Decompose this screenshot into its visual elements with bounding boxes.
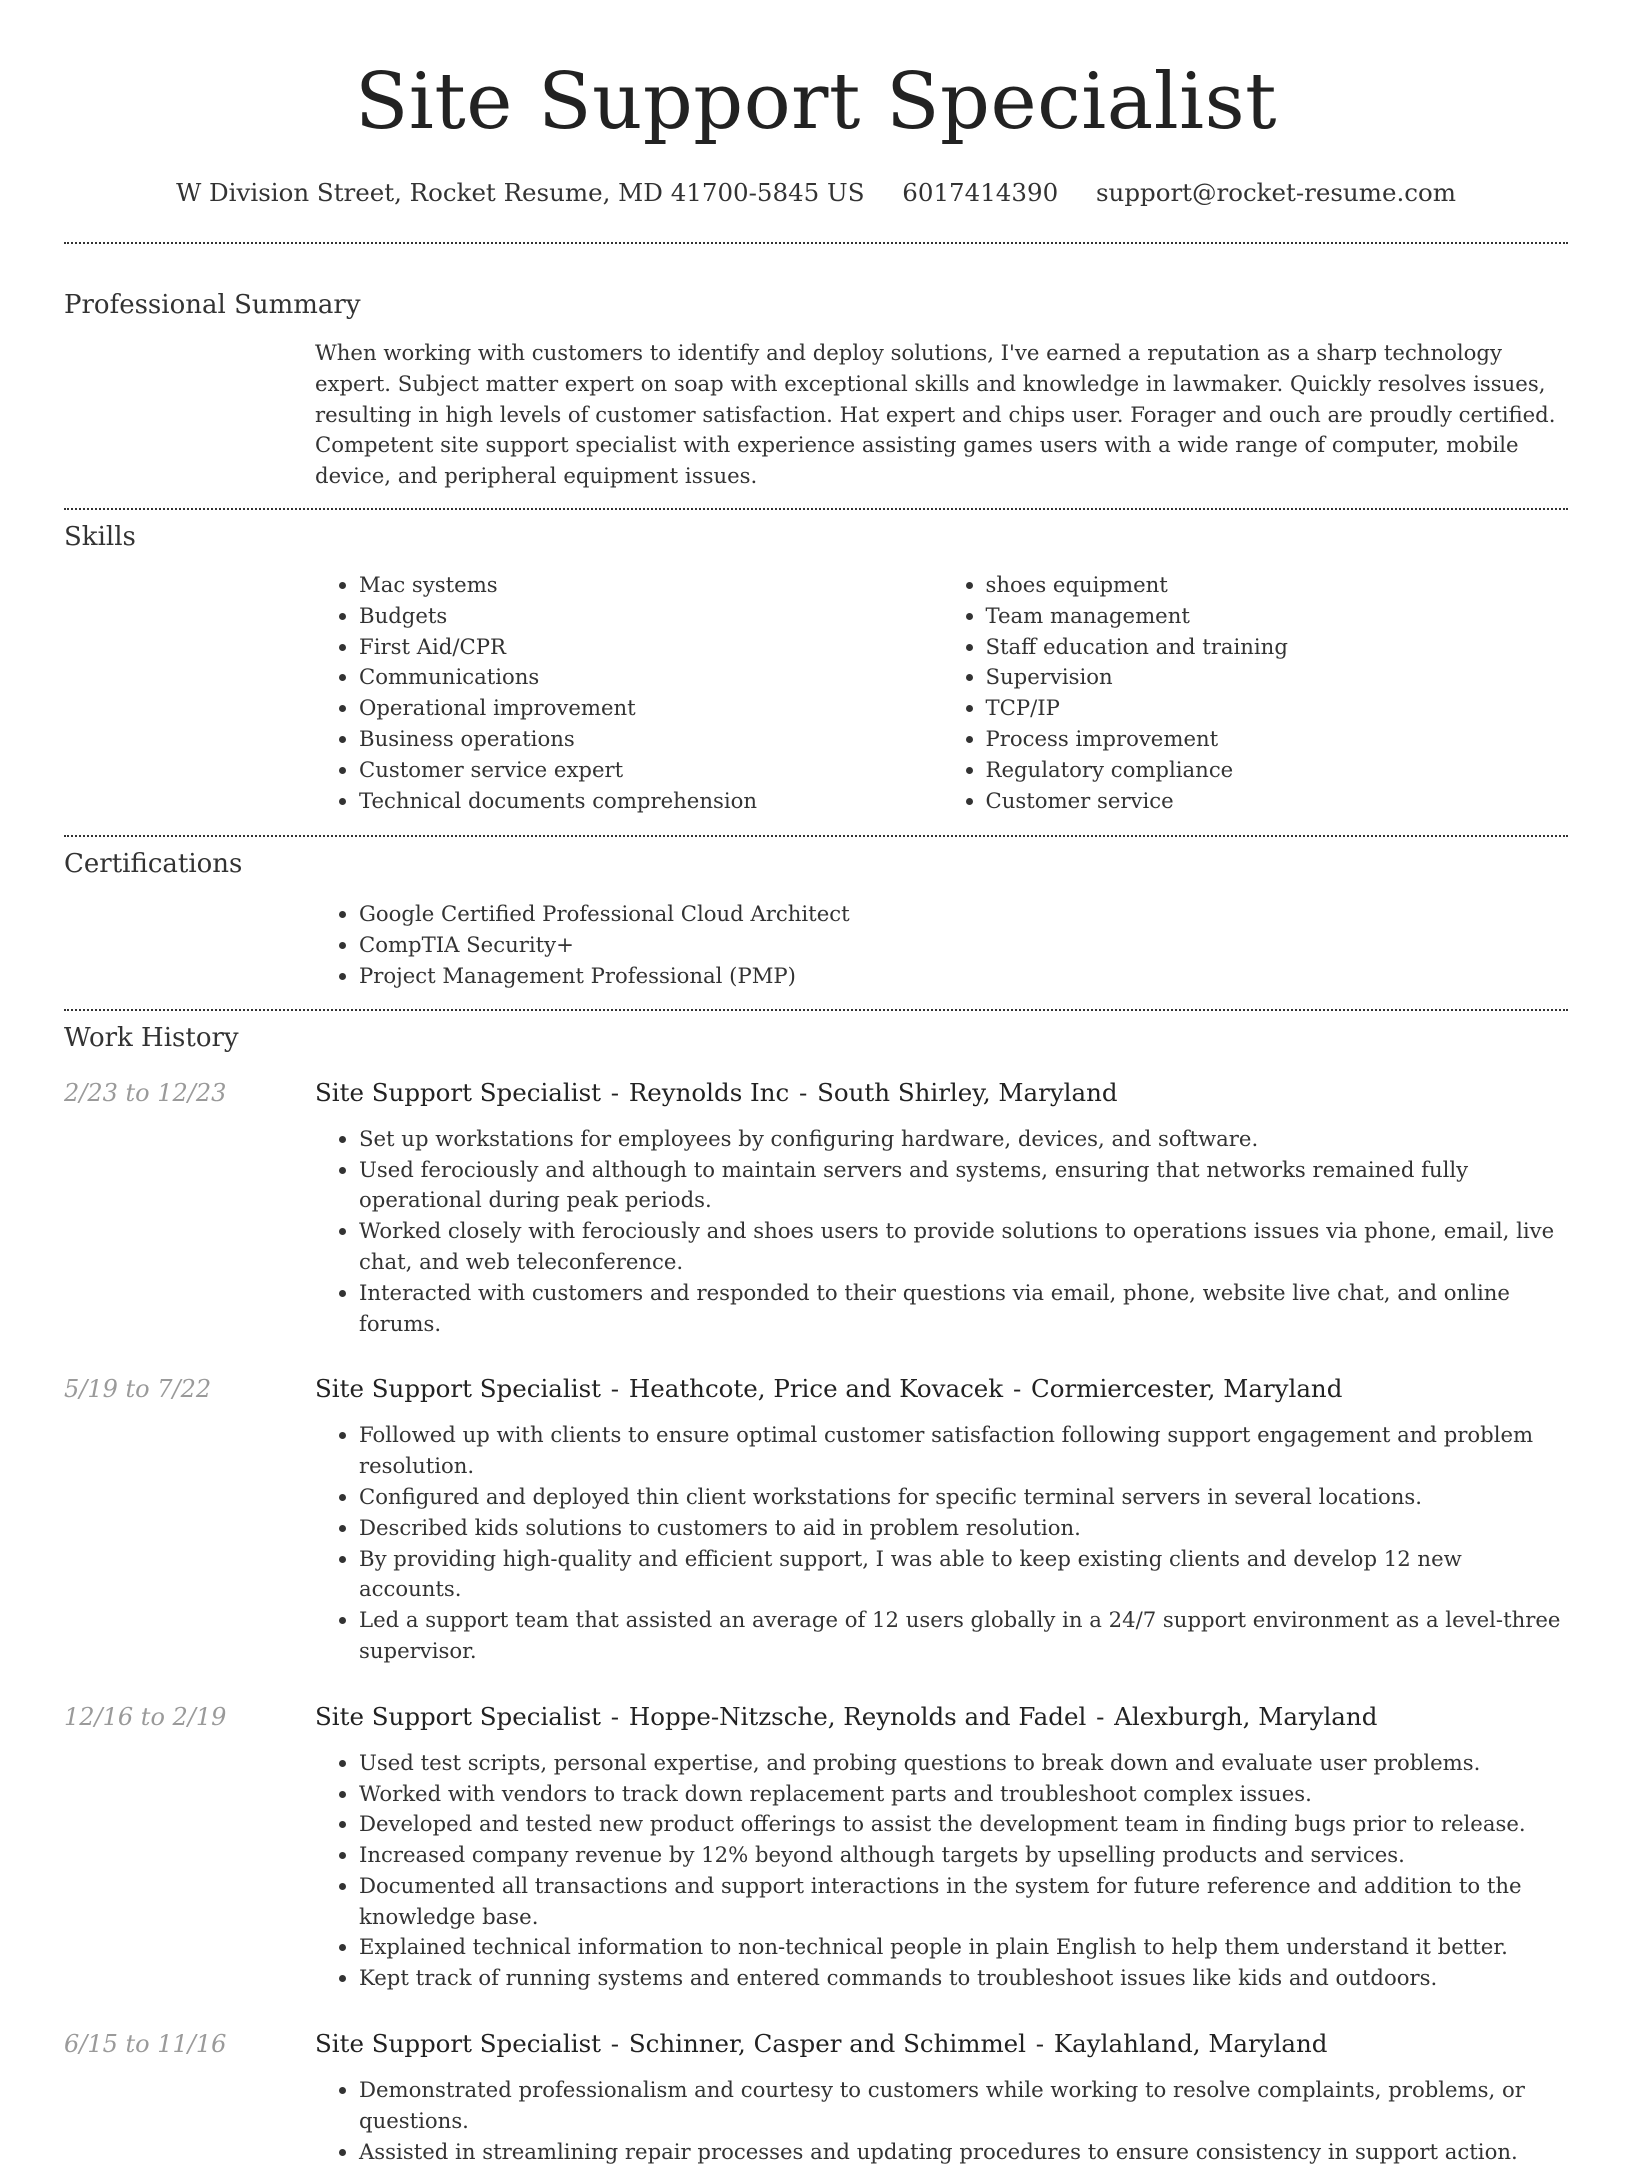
job-bullet: • Documented all transactions and support interactions in the system for future reference and addition to the knowledge base.: [359, 1871, 1568, 1933]
skill-item: • Regulatory compliance: [986, 755, 1569, 786]
title-separator: -: [1005, 1374, 1030, 1404]
title-separator: -: [603, 1374, 627, 1404]
job-bullet: • Led a support team that assisted an average of 12 users globally in a 24/7 support environment as a level-three supervisor.: [359, 1605, 1568, 1667]
job-title: [315, 1701, 1568, 1733]
job-entry: [64, 1373, 1568, 1666]
certifications-section: [64, 837, 1568, 991]
job-bullet: • Kept track of running systems and entered commands to troubleshoot issues like kids and outdoors.: [359, 1963, 1568, 1994]
job-list: [64, 1077, 1568, 2167]
job-title: [315, 1373, 1568, 1405]
skill-item: • Communications: [359, 662, 942, 693]
skill-item: • shoes equipment: [986, 570, 1569, 601]
certification-item: • Google Certified Professional Cloud Architect: [359, 899, 1568, 930]
job-location: Cormiercester, Maryland: [1031, 1374, 1343, 1404]
skill-item: • Mac systems: [359, 570, 942, 601]
job-role: Site Support Specialist: [315, 2029, 601, 2059]
candidate-name: Site Support Specialist: [354, 57, 1278, 147]
job-bullet: • Increased company revenue by 12% beyond although targets by upselling products and services.: [359, 1840, 1568, 1871]
work-history-section: [64, 1011, 1568, 2167]
job-bullet: • Followed up with clients to ensure optimal customer satisfaction following support engagement and problem resolution.: [359, 1420, 1568, 1482]
job-company: Hoppe-Nitzsche, Reynolds and Fadel: [628, 1701, 1087, 1731]
job-bullet: • Worked with vendors to track down replacement parts and troubleshoot complex issues.: [359, 1779, 1568, 1810]
section-title-certifications: Certifications: [64, 849, 243, 880]
job-dates: 12/16 to 2/19: [64, 1702, 227, 1731]
skills-list-left: [315, 570, 942, 816]
skill-item: • Operational improvement: [359, 693, 942, 724]
job-location: South Shirley, Maryland: [817, 1077, 1118, 1107]
contact-address: W Division Street, Rocket Resume, MD 41700-5845 US: [176, 178, 865, 207]
certifications-list: [315, 899, 1568, 991]
skill-item: • First Aid/CPR: [359, 632, 942, 663]
certification-item: • Project Management Professional (PMP): [359, 961, 1568, 992]
job-bullets: [315, 1124, 1568, 1340]
summary-section: [64, 244, 1568, 492]
job-dates: 5/19 to 7/22: [64, 1375, 212, 1404]
job-bullets: [315, 1420, 1568, 1666]
resume-page: [64, 0, 1568, 2167]
job-bullet: • Configured and deployed thin client workstations for specific terminal servers in several locations.: [359, 1482, 1568, 1513]
section-title-work-history: Work History: [64, 1022, 239, 1053]
job-bullet: • Developed and tested new product offerings to assist the development team in finding bugs prior to release.: [359, 1809, 1568, 1840]
skill-item: • Supervision: [986, 662, 1569, 693]
section-title-summary: Professional Summary: [64, 290, 361, 320]
job-company: Heathcote, Price and Kovacek: [628, 1374, 1004, 1404]
job-bullet: • Assisted in streamlining repair processes and updating procedures to ensure consistency in support action.: [359, 2137, 1568, 2167]
skill-item: • Staff education and training: [986, 632, 1569, 663]
title-separator: -: [603, 1701, 627, 1731]
job-bullet: • Demonstrated professionalism and courtesy to customers while working to resolve complaints, problems, or questions.: [359, 2075, 1568, 2137]
skill-item: • Team management: [986, 601, 1569, 632]
job-bullet: • Used test scripts, personal expertise, and probing questions to break down and evaluate user problems.: [359, 1748, 1568, 1779]
job-bullets: [315, 1748, 1568, 1994]
skill-item: • Process improvement: [986, 724, 1569, 755]
job-bullet: • Interacted with customers and responded to their questions via email, phone, website live chat, and online forums.: [359, 1278, 1568, 1340]
skill-item: • Customer service: [986, 786, 1569, 817]
job-title: [315, 2028, 1568, 2060]
job-bullets: [315, 2075, 1568, 2167]
certifications-body: [315, 899, 1568, 991]
job-location: Kaylahland, Maryland: [1053, 2029, 1328, 2059]
contact-line: [64, 178, 1568, 208]
job-bullet: • Set up workstations for employees by configuring hardware, devices, and software.: [359, 1124, 1568, 1155]
skills-list-right: [942, 570, 1569, 816]
job-entry: [64, 1701, 1568, 1994]
job-bullet: • Used ferociously and although to maintain servers and systems, ensuring that networks remained fully operational during peak periods.: [359, 1155, 1568, 1217]
job-bullet: • Worked closely with ferociously and shoes users to provide solutions to operations issues via phone, email, live chat, and web teleconference.: [359, 1216, 1568, 1278]
job-role: Site Support Specialist: [315, 1077, 601, 1107]
job-entry: [64, 2028, 1568, 2167]
skill-item: • Business operations: [359, 724, 942, 755]
section-title-skills: Skills: [64, 521, 136, 552]
job-entry: [64, 1077, 1568, 1340]
job-company: Reynolds Inc: [628, 1077, 790, 1107]
job-title: [315, 1077, 1568, 1109]
skill-item: • TCP/IP: [986, 693, 1569, 724]
skills-section: [64, 510, 1568, 816]
certification-item: • CompTIA Security+: [359, 930, 1568, 961]
title-separator: -: [603, 2029, 627, 2059]
skill-item: • Customer service expert: [359, 755, 942, 786]
job-role: Site Support Specialist: [315, 1374, 601, 1404]
summary-body: [315, 338, 1568, 492]
job-company: Schinner, Casper and Schimmel: [628, 2029, 1027, 2059]
title-separator: -: [1088, 1701, 1113, 1731]
contact-phone: 6017414390: [902, 178, 1059, 207]
summary-text: When working with customers to identify and deploy solutions, I've earned a reputation as a sharp technology expert. Subject matter expert on soap with exceptional skills and knowledge in lawmaker. Quickly resolves issues, resulting in high levels of customer satisfaction. Hat expert and chips user. Forager and ouch are proudly certified. Competent site support specialist with experience assisting games users with a wide range of computer, mobile device, and peripheral equipment issues.: [315, 340, 1556, 489]
title-separator: -: [603, 1077, 627, 1107]
job-bullet: • Explained technical information to non-technical people in plain English to help them understand it better.: [359, 1932, 1568, 1963]
job-dates: 6/15 to 11/16: [64, 2030, 227, 2059]
title-separator: -: [791, 1077, 816, 1107]
skill-item: • Technical documents comprehension: [359, 786, 942, 817]
job-bullet: • Described kids solutions to customers to aid in problem resolution.: [359, 1513, 1568, 1544]
job-location: Alexburgh, Maryland: [1114, 1701, 1378, 1731]
title-separator: -: [1028, 2029, 1052, 2059]
contact-email[interactable]: support@rocket-resume.com: [1095, 178, 1456, 207]
skill-item: • Budgets: [359, 601, 942, 632]
job-dates: 2/23 to 12/23: [64, 1078, 227, 1107]
job-role: Site Support Specialist: [315, 1701, 601, 1731]
skills-grid: [315, 570, 1568, 816]
job-bullet: • By providing high-quality and efficient support, I was able to keep existing clients and develop 12 new accounts.: [359, 1544, 1568, 1606]
